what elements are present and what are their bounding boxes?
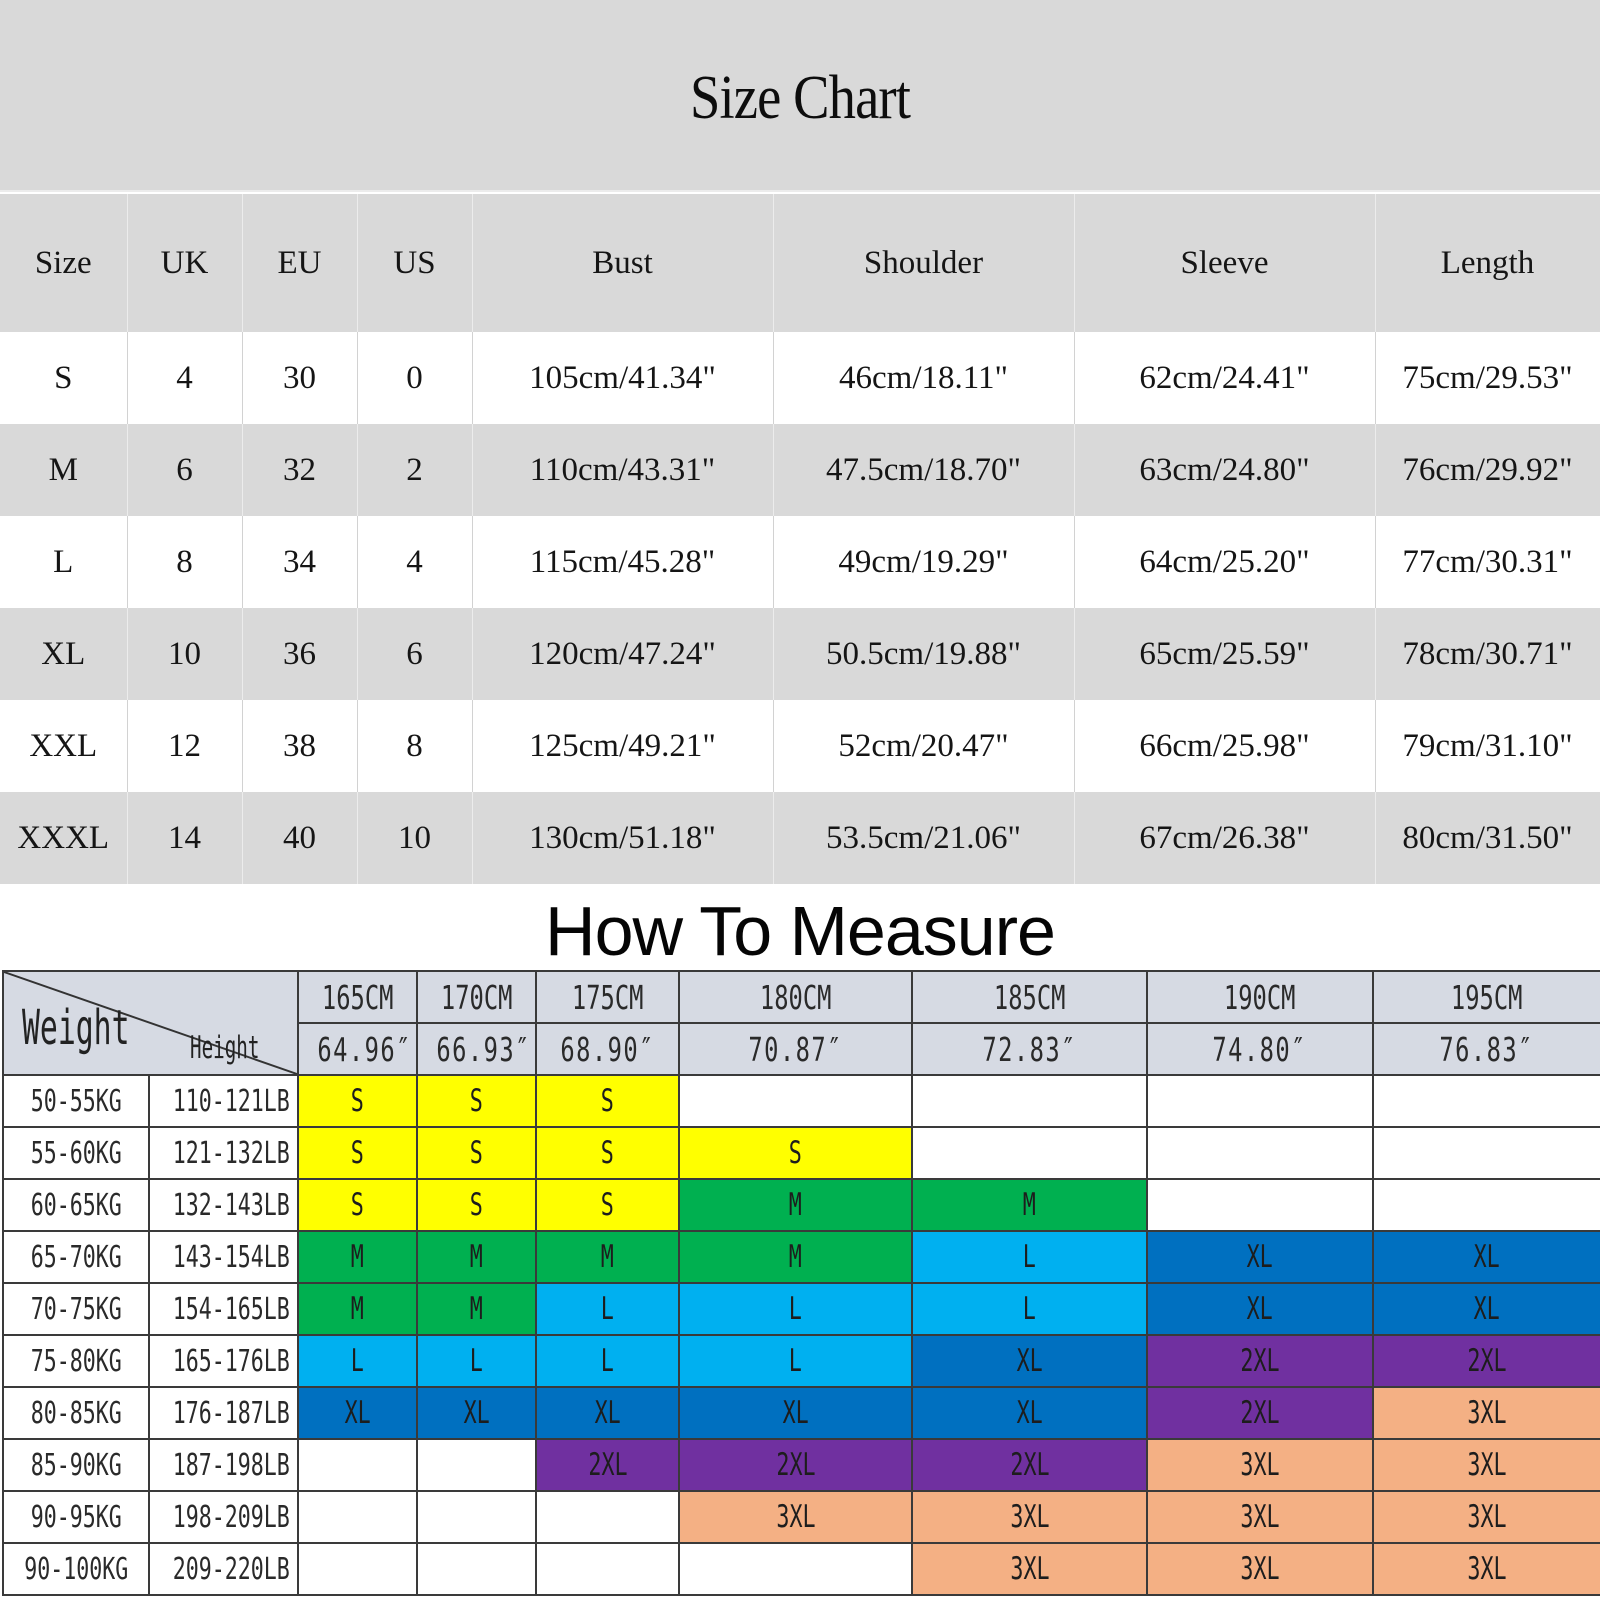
recommended-size-cell [912,1543,1147,1595]
cell-size: M [0,424,127,516]
weight-kg-label [3,1439,149,1491]
column-header-us: US [357,194,472,332]
cell-length: 80cm/31.50" [1375,792,1600,884]
weight-row [3,1075,1600,1127]
recommended-size-label: 3XL [1467,1499,1507,1535]
recommended-size-cell [912,1491,1147,1543]
weight-row [3,1387,1600,1439]
size-row [0,792,1600,884]
weight-kg-text: 90-100KG [24,1551,129,1587]
cell-bust: 125cm/49.21" [472,700,773,792]
recommended-size-label: 3XL [1467,1395,1507,1431]
cell-bust: 130cm/51.18" [472,792,773,884]
recommended-size-label: L [788,1343,803,1379]
recommended-size-label: 3XL [1240,1499,1280,1535]
recommended-size-label: L [600,1343,615,1379]
weight-lb-label [149,1439,298,1491]
cell-length: 77cm/30.31" [1375,516,1600,608]
recommended-size-cell [417,1231,536,1283]
recommended-size-label: 2XL [587,1447,628,1483]
weight-row [3,1335,1600,1387]
recommended-size-cell [1147,1075,1373,1127]
recommended-size-cell [1147,1439,1373,1491]
recommended-size-cell [1147,1543,1373,1595]
recommended-size-cell [536,1075,679,1127]
recommended-size-cell [679,1387,912,1439]
recommended-size-label: 3XL [1240,1551,1280,1587]
cell-shoulder: 50.5cm/19.88" [773,608,1074,700]
recommended-size-cell [417,1491,536,1543]
height-cm-label: 165CM [321,977,394,1017]
weight-kg-label [3,1335,149,1387]
recommended-size-label: XL [1246,1291,1274,1327]
recommended-size-label: 3XL [1009,1499,1050,1535]
cell-uk: 14 [127,792,242,884]
cell-sleeve: 67cm/26.38" [1074,792,1375,884]
weight-lb-text: 143-154LB [172,1239,290,1275]
height-cm-label: 195CM [1451,977,1523,1017]
cell-us: 4 [357,516,472,608]
recommended-size-cell [1373,1491,1600,1543]
weight-kg-text: 70-75KG [30,1291,122,1327]
recommended-size-cell [912,1075,1147,1127]
weight-kg-label [3,1387,149,1439]
recommended-size-label: 3XL [775,1499,816,1535]
height-inch-header [912,1023,1147,1075]
recommended-size-label: 2XL [1467,1343,1507,1379]
height-cm-header [417,971,536,1023]
recommended-size-cell [1373,1127,1600,1179]
recommended-size-label: S [350,1083,365,1119]
height-label: Height [190,1030,260,1066]
recommended-size-label: 3XL [1467,1447,1507,1483]
weight-lb-label [149,1387,298,1439]
recommended-size-cell [417,1179,536,1231]
recommended-size-cell [298,1335,417,1387]
weight-lb-text: 165-176LB [172,1343,290,1379]
cell-eu: 34 [242,516,357,608]
height-cm-header [679,971,912,1023]
recommended-size-label: M [469,1239,484,1275]
recommended-size-cell [1147,1335,1373,1387]
weight-lb-label [149,1543,298,1595]
weight-kg-label [3,1075,149,1127]
recommended-size-cell [679,1335,912,1387]
recommended-size-cell [1147,1387,1373,1439]
size-chart-header-row [0,194,1600,332]
recommended-size-cell [298,1231,417,1283]
cell-size: S [0,332,127,424]
column-header-sleeve: Sleeve [1074,194,1375,332]
weight-kg-text: 55-60KG [30,1135,122,1171]
weight-lb-label [149,1075,298,1127]
cell-length: 78cm/30.71" [1375,608,1600,700]
recommended-size-cell [536,1283,679,1335]
height-cm-header [536,971,679,1023]
cell-uk: 6 [127,424,242,516]
size-row [0,608,1600,700]
cell-shoulder: 53.5cm/21.06" [773,792,1074,884]
cell-eu: 36 [242,608,357,700]
cell-eu: 38 [242,700,357,792]
height-inch-header [536,1023,679,1075]
recommended-size-label: M [469,1291,484,1327]
recommended-size-label: L [350,1343,365,1379]
cell-shoulder: 47.5cm/18.70" [773,424,1074,516]
cell-bust: 105cm/41.34" [472,332,773,424]
recommended-size-label: 2XL [1240,1343,1280,1379]
weight-lb-text: 110-121LB [172,1083,290,1119]
weight-kg-label [3,1127,149,1179]
height-inch-label: 76.83″ [1439,1029,1535,1069]
cell-shoulder: 46cm/18.11" [773,332,1074,424]
recommended-size-label: L [1022,1239,1037,1275]
height-cm-header [1373,971,1600,1023]
recommended-size-label: XL [344,1395,371,1431]
cell-uk: 8 [127,516,242,608]
recommended-size-cell [298,1491,417,1543]
recommended-size-label: S [788,1135,803,1171]
size-chart-footer-gap [0,884,1600,892]
recommended-size-cell [1147,1127,1373,1179]
weight-kg-label [3,1491,149,1543]
weight-row [3,1543,1600,1595]
recommended-size-label: M [600,1239,615,1275]
cell-length: 75cm/29.53" [1375,332,1600,424]
height-inch-label: 64.96″ [317,1029,412,1069]
recommended-size-label: L [469,1343,484,1379]
recommended-size-cell [1373,1387,1600,1439]
recommended-size-cell [1373,1075,1600,1127]
weight-row [3,1439,1600,1491]
recommended-size-cell [912,1283,1147,1335]
cell-uk: 10 [127,608,242,700]
cell-sleeve: 62cm/24.41" [1074,332,1375,424]
weight-kg-text: 65-70KG [30,1239,122,1275]
recommended-size-label: M [1022,1187,1037,1223]
weight-label: Weight [22,1000,130,1056]
recommended-size-cell [298,1179,417,1231]
cell-size: L [0,516,127,608]
recommended-size-label: 2XL [775,1447,816,1483]
cell-bust: 110cm/43.31" [472,424,773,516]
recommended-size-cell [1147,1491,1373,1543]
recommended-size-label: M [788,1187,803,1223]
recommended-size-cell [1373,1283,1600,1335]
recommended-size-cell [912,1231,1147,1283]
recommended-size-label: S [600,1083,615,1119]
recommended-size-cell [912,1127,1147,1179]
height-inch-label: 72.83″ [982,1029,1077,1069]
column-header-length: Length [1375,194,1600,332]
recommended-size-cell [679,1543,912,1595]
recommended-size-label: 2XL [1240,1395,1280,1431]
recommended-size-cell [298,1543,417,1595]
weight-kg-text: 80-85KG [30,1395,122,1431]
recommended-size-label: S [600,1135,615,1171]
height-inch-label: 74.80″ [1212,1029,1308,1069]
recommended-size-label: XL [1016,1343,1043,1379]
size-chart-title-band [0,0,1600,192]
size-row [0,516,1600,608]
recommended-size-label: L [600,1291,615,1327]
recommended-size-label: S [469,1187,484,1223]
cell-size: XL [0,608,127,700]
weight-lb-text: 154-165LB [172,1291,290,1327]
recommended-size-label: L [1022,1291,1037,1327]
recommended-size-cell [912,1179,1147,1231]
recommended-size-cell [912,1387,1147,1439]
weight-row [3,1491,1600,1543]
recommended-size-cell [298,1439,417,1491]
recommended-size-cell [536,1231,679,1283]
recommended-size-cell [417,1387,536,1439]
weight-kg-text: 60-65KG [30,1187,122,1223]
recommended-size-cell [417,1335,536,1387]
recommended-size-label: XL [782,1395,809,1431]
recommended-size-cell [679,1075,912,1127]
recommended-size-cell [1147,1179,1373,1231]
recommended-size-cell [536,1439,679,1491]
weight-height-corner-cell [3,971,298,1075]
weight-kg-text: 90-95KG [30,1499,122,1535]
size-row [0,700,1600,792]
weight-kg-label [3,1231,149,1283]
recommended-size-cell [912,1439,1147,1491]
recommended-size-cell [536,1491,679,1543]
recommended-size-cell [1373,1179,1600,1231]
height-cm-label: 190CM [1224,977,1296,1017]
recommended-size-label: XL [1473,1239,1501,1275]
recommended-size-cell [417,1283,536,1335]
recommended-size-cell [679,1491,912,1543]
recommended-size-cell [679,1127,912,1179]
recommended-size-cell [417,1439,536,1491]
column-header-bust: Bust [472,194,773,332]
column-header-shoulder: Shoulder [773,194,1074,332]
height-cm-row [3,971,1600,1023]
size-row [0,332,1600,424]
recommended-size-cell [298,1387,417,1439]
weight-row [3,1283,1600,1335]
weight-kg-text: 50-55KG [30,1083,122,1119]
recommended-size-cell [1373,1231,1600,1283]
recommended-size-cell [417,1075,536,1127]
recommended-size-cell [298,1127,417,1179]
height-cm-label: 175CM [571,977,644,1017]
recommended-size-cell [417,1543,536,1595]
recommended-size-label: XL [1246,1239,1274,1275]
weight-kg-label [3,1283,149,1335]
weight-lb-label [149,1231,298,1283]
cell-eu: 30 [242,332,357,424]
recommended-size-cell [417,1127,536,1179]
height-inch-header [417,1023,536,1075]
cell-bust: 115cm/45.28" [472,516,773,608]
cell-length: 79cm/31.10" [1375,700,1600,792]
weight-lb-label [149,1335,298,1387]
cell-uk: 12 [127,700,242,792]
cell-us: 10 [357,792,472,884]
recommended-size-label: S [469,1083,484,1119]
recommended-size-cell [679,1439,912,1491]
size-chart-table [0,194,1600,884]
recommended-size-label: XL [1016,1395,1043,1431]
weight-row [3,1127,1600,1179]
cell-sleeve: 66cm/25.98" [1074,700,1375,792]
cell-us: 8 [357,700,472,792]
weight-lb-text: 121-132LB [172,1135,290,1171]
cell-uk: 4 [127,332,242,424]
recommended-size-cell [679,1231,912,1283]
recommended-size-cell [1147,1283,1373,1335]
weight-lb-label [149,1491,298,1543]
recommended-size-label: 3XL [1467,1551,1507,1587]
recommended-size-cell [536,1179,679,1231]
weight-lb-text: 187-198LB [172,1447,290,1483]
recommended-size-cell [1373,1439,1600,1491]
cell-size: XXL [0,700,127,792]
recommended-size-label: XL [1473,1291,1501,1327]
cell-sleeve: 64cm/25.20" [1074,516,1375,608]
weight-kg-label [3,1543,149,1595]
column-header-size: Size [0,194,127,332]
how-to-measure-table [2,970,1600,1596]
height-cm-label: 185CM [993,977,1066,1017]
weight-kg-text: 75-80KG [30,1343,122,1379]
recommended-size-label: 2XL [1009,1447,1050,1483]
cell-eu: 40 [242,792,357,884]
cell-bust: 120cm/47.24" [472,608,773,700]
weight-lb-label [149,1179,298,1231]
cell-us: 2 [357,424,472,516]
cell-sleeve: 65cm/25.59" [1074,608,1375,700]
cell-eu: 32 [242,424,357,516]
size-row [0,424,1600,516]
weight-row [3,1231,1600,1283]
height-inch-label: 70.87″ [748,1029,843,1069]
recommended-size-label: 3XL [1009,1551,1050,1587]
cell-us: 0 [357,332,472,424]
height-cm-header [912,971,1147,1023]
weight-lb-label [149,1127,298,1179]
recommended-size-cell [1373,1335,1600,1387]
recommended-size-label: 3XL [1240,1447,1280,1483]
recommended-size-cell [912,1335,1147,1387]
height-cm-label: 170CM [440,977,513,1017]
size-chart-title: Size Chart [690,64,910,132]
height-inch-header [679,1023,912,1075]
weight-lb-text: 132-143LB [172,1187,290,1223]
recommended-size-cell [1147,1231,1373,1283]
weight-lb-text: 209-220LB [172,1551,290,1587]
height-inch-header [298,1023,417,1075]
recommended-size-cell [298,1075,417,1127]
height-inch-label: 66.93″ [436,1029,531,1069]
recommended-size-label: S [350,1187,365,1223]
height-cm-label: 180CM [759,977,832,1017]
recommended-size-label: XL [594,1395,621,1431]
recommended-size-cell [536,1335,679,1387]
weight-kg-text: 85-90KG [30,1447,122,1483]
recommended-size-label: M [350,1291,365,1327]
recommended-size-label: S [469,1135,484,1171]
weight-lb-label [149,1283,298,1335]
cell-sleeve: 63cm/24.80" [1074,424,1375,516]
how-to-measure-title: How To Measure [545,892,1055,970]
recommended-size-cell [536,1543,679,1595]
weight-lb-text: 176-187LB [172,1395,290,1431]
cell-size: XXXL [0,792,127,884]
column-header-uk: UK [127,194,242,332]
recommended-size-label: L [788,1291,803,1327]
recommended-size-cell [1373,1543,1600,1595]
cell-shoulder: 52cm/20.47" [773,700,1074,792]
recommended-size-cell [536,1387,679,1439]
weight-row [3,1179,1600,1231]
recommended-size-cell [298,1283,417,1335]
column-header-eu: EU [242,194,357,332]
recommended-size-cell [679,1179,912,1231]
height-inch-header [1147,1023,1373,1075]
weight-lb-text: 198-209LB [172,1499,290,1535]
cell-shoulder: 49cm/19.29" [773,516,1074,608]
weight-kg-label [3,1179,149,1231]
recommended-size-label: XL [463,1395,490,1431]
cell-length: 76cm/29.92" [1375,424,1600,516]
height-cm-header [1147,971,1373,1023]
cell-us: 6 [357,608,472,700]
recommended-size-label: S [600,1187,615,1223]
recommended-size-label: S [350,1135,365,1171]
height-cm-header [298,971,417,1023]
recommended-size-cell [536,1127,679,1179]
height-inch-header [1373,1023,1600,1075]
height-inch-label: 68.90″ [560,1029,655,1069]
recommended-size-cell [679,1283,912,1335]
recommended-size-label: M [350,1239,365,1275]
recommended-size-label: M [788,1239,803,1275]
